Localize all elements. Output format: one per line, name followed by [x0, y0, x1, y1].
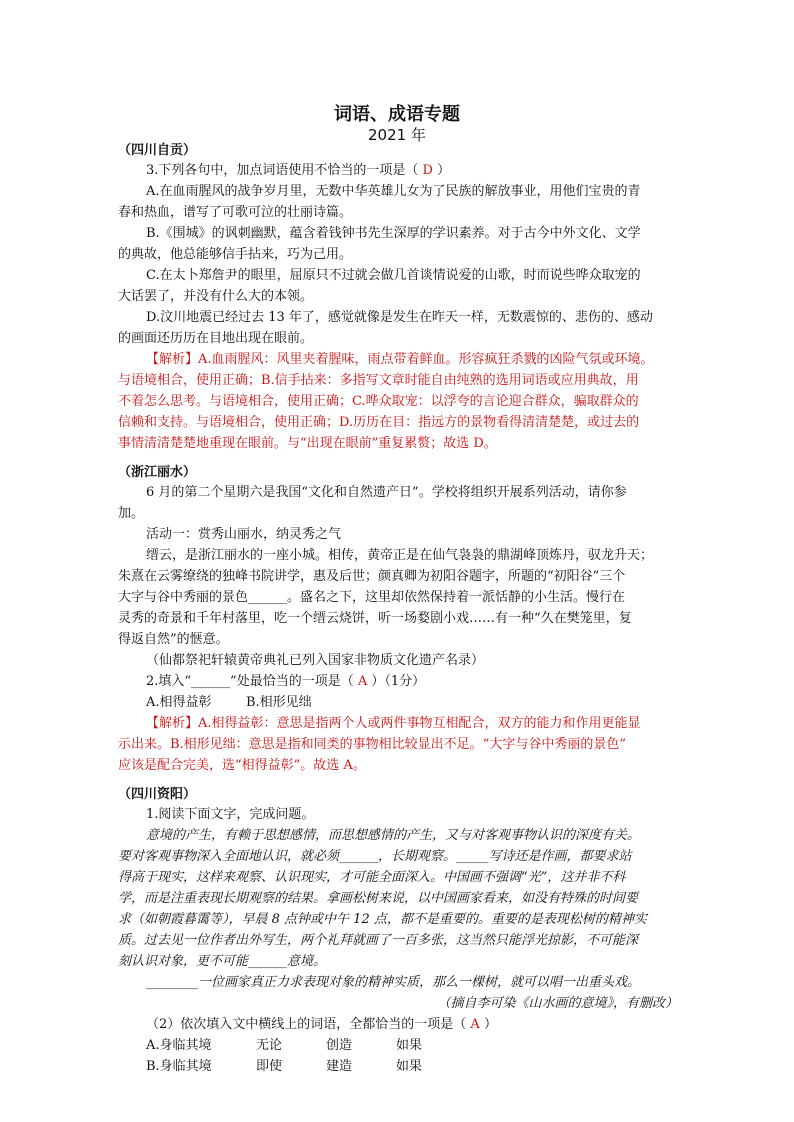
reading-line: 要对客观事物深入全面地认识，就必须______，长期观察。_____写诗还是作画，都要求站: [118, 849, 632, 864]
section-source: （四川资阳）: [118, 787, 197, 802]
question-stem: 3.下列各句中，加点词语使用不恰当的一项是（ D ）: [146, 163, 451, 178]
reading-line: 刻认识对象，更不可能______意境。: [118, 954, 327, 969]
question-stem: （2）依次填入文中横线上的词语，全都恰当的一项是（ A ）: [146, 1017, 497, 1032]
option-c-line-1: C.在太卜郑詹尹的眼里，屈原只不过就会做几首谈情说爱的山歌，时而说些哗众取宠的: [146, 268, 641, 283]
passage-line: 得返自然”的惬意。: [118, 632, 229, 647]
option-b-row: B.身临其境 即使 建造 如果: [146, 1059, 423, 1074]
option-c-line-2: 大话罢了，并没有什么大的本领。: [118, 289, 314, 304]
page-title: 词语、成语专题: [334, 104, 460, 125]
option-a: A.相得益彰: [146, 695, 212, 710]
reading-line: 学，而是注重表现长期观察的结果。拿画松树来说，以中国画家看来，如没有特殊的时间要: [118, 891, 639, 906]
analysis-line: 【解析】A.相得益彰：意思是指两个人或两件事物互相配合，双方的能力和作用更能显: [146, 716, 641, 731]
section-sichuan-zigong: [118, 142, 678, 454]
option-a-line-1: A.在血雨腥风的战争岁月里，无数中华英雄儿女为了民族的解放事业，用他们宝贵的青: [146, 184, 641, 199]
option-a-row: A.身临其境 无论 创造 如果: [146, 1038, 423, 1053]
question-stem: 1.阅读下面文字，完成问题。: [146, 807, 315, 822]
passage-line: 灵秀的奇景和千年村落里，吃一个缙云烧饼，听一场婺剧小戏……有一种“久在樊笼里，复: [118, 611, 632, 626]
analysis-line: 信赖和支持。与语境相合，使用正确；D.历历在目：指远方的景物看得清清楚楚，或过去的: [118, 415, 640, 430]
passage-line: 大字与谷中秀丽的景色______。盛名之下，这里却依然保持着一派恬静的小生活。慢行在: [118, 590, 626, 605]
analysis-line: 示出来。B.相形见绌：意思是指和同类的事物相比较显出不足。“大字与谷中秀丽的景色”: [118, 737, 626, 752]
citation: （摘自李可染《山水画的意境》，有删改）: [437, 996, 678, 1011]
intro-line-1: 6 月的第二个星期六是我国“文化和自然遗产日”。学校将组织开展系列活动，请你参: [146, 485, 627, 500]
activity-title: 活动一：赏秀山丽水，纳灵秀之气: [146, 527, 342, 542]
answer-mark: D: [418, 163, 438, 178]
section-sichuan-ziyang: [118, 786, 678, 1077]
reading-line: ________一位画家真正力求表现对象的精神实质，那么一棵树，就可以唱一出重头戏。: [146, 975, 641, 990]
page-year: 2021 年: [368, 126, 426, 144]
document-body: [118, 142, 678, 1077]
analysis-line: 应该是配合完美，选“相得益彰”。故选 A。: [118, 758, 366, 773]
option-b-line-2: 的典故，他总能够信手拈来，巧为己用。: [118, 247, 353, 262]
passage-note: （仙都祭祀轩辕黄帝典礼已列入国家非物质文化遗产名录）: [146, 653, 485, 668]
section-source: （浙江丽水）: [118, 465, 197, 480]
section-zhejiang-lishui: [118, 464, 678, 776]
answer-mark: A: [466, 1017, 484, 1032]
passage-line: 缙云，是浙江丽水的一座小城。相传，黄帝正是在仙气袅袅的鼎湖峰顶炼丹，驭龙升天；: [146, 548, 654, 563]
options-line: [118, 692, 678, 713]
intro-line-2: 加。: [118, 506, 145, 521]
reading-line: 求（如朝霞暮霭等），早晨 8 点钟或中午 12 点，都不是重要的。重要的是表现松树的精神实: [118, 912, 647, 927]
analysis-line: 事情清清楚楚地重现在眼前。与“出现在眼前”重复累赘；故选 D。: [118, 436, 497, 451]
analysis-line: 不着怎么思考。与语境相合，使用正确；C.哗众取宠：以浮夸的言论迎合群众，骗取群众的: [118, 394, 639, 409]
option-d-line-1: D.汶川地震已经过去 13 年了，感觉就像是发生在昨天一样，无数震惊的、悲伤的、感动: [146, 310, 653, 325]
reading-line: 得高于现实，这样来观察、认识现实，才可能全面深入。中国画不强调“光”，这并非不科: [118, 870, 626, 885]
reading-line: 意境的产生，有赖于思想感情，而思想感情的产生，又与对客观事物认识的深度有关。: [146, 828, 641, 843]
passage-line: 朱熹在云雾缭绕的独峰书院讲学，惠及后世；颜真卿为初阳谷题字，所题的“初阳谷”三个: [118, 569, 626, 584]
answer-mark: A: [353, 674, 372, 689]
option-b: B.相形见绌: [246, 695, 312, 710]
option-a-line-2: 春和热血，谱写了可歌可泣的壮丽诗篇。: [118, 205, 353, 220]
option-b-line-1: B.《围城》的讽刺幽默，蕴含着钱钟书先生深厚的学识素养。对于古今中外文化、文学: [146, 226, 641, 241]
analysis-line: 【解析】A.血雨腥风：风里夹着腥味，雨点带着鲜血。形容疯狂杀戮的凶险气氛或环境。: [146, 352, 654, 367]
analysis-line: 与语境相合，使用正确；B.信手拈来：多指写文章时能自由纯熟的选用词语或应用典故，用: [118, 373, 639, 388]
option-d-line-2: 的画面还历历在目地出现在眼前。: [118, 331, 314, 346]
reading-line: 质。过去见一位作者出外写生，两个礼拜就画了一百多张，这当然只能浮光掠影，不可能深: [118, 933, 639, 948]
section-source: （四川自贡）: [118, 143, 197, 158]
question-stem: 2.填入“______”处最恰当的一项是（ A ）（1分）: [146, 674, 426, 689]
